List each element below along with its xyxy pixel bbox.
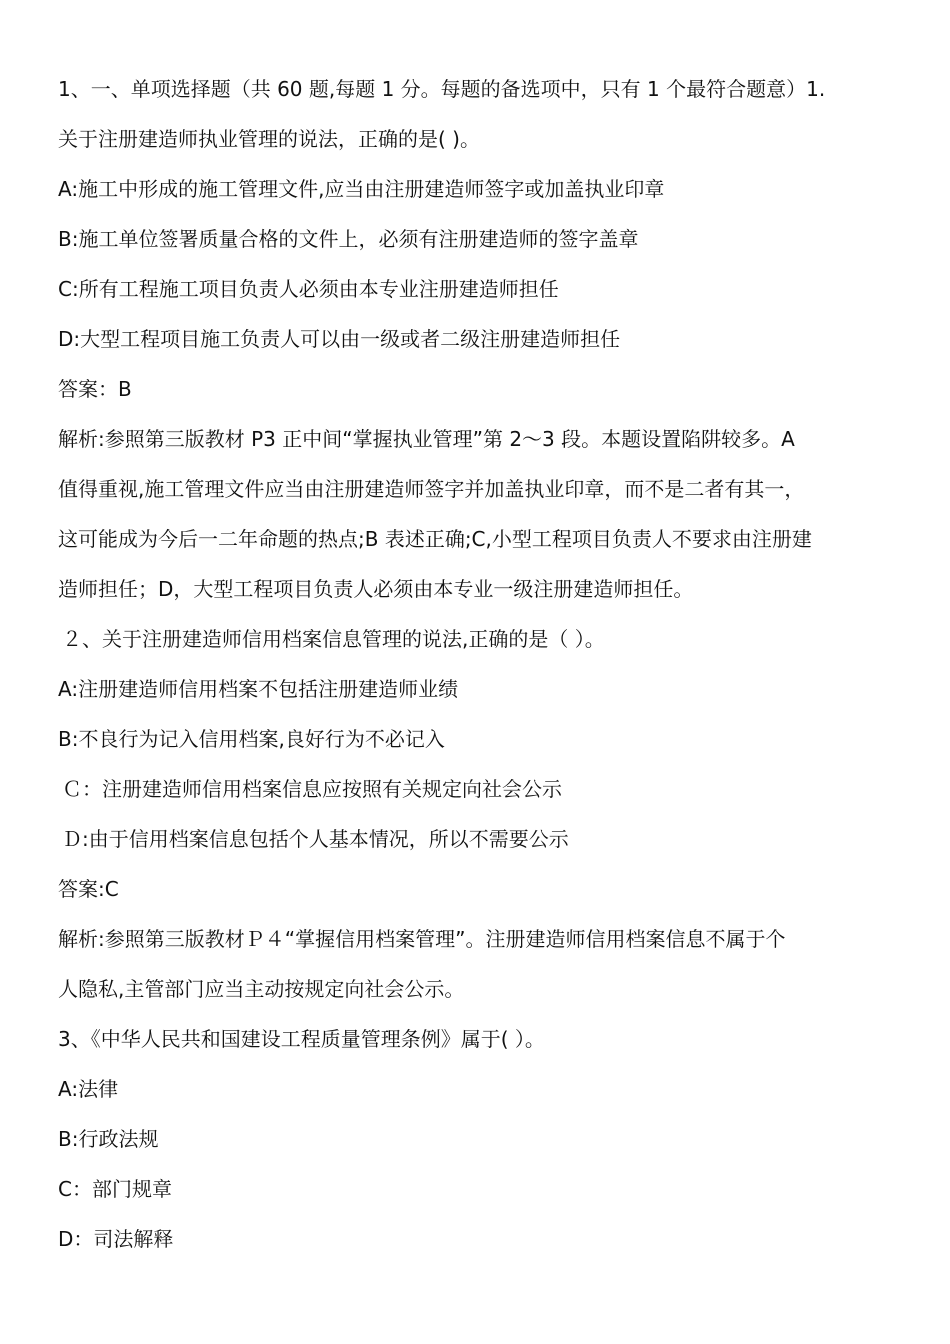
answer: 答案：B bbox=[58, 377, 132, 401]
option-d: Ｄ:由于信用档案信息包括个人基本情况，所以不需要公示 bbox=[62, 827, 569, 851]
analysis: 解析:参照第三版教材Ｐ４“掌握信用档案管理”。注册建造师信用档案信息不属于个 bbox=[58, 927, 786, 951]
analysis: 人隐私,主管部门应当主动按规定向社会公示。 bbox=[58, 977, 465, 1001]
analysis: 造师担任；D，大型工程项目负责人必须由本专业一级注册建造师担任。 bbox=[58, 577, 694, 601]
option-b: B:施工单位签署质量合格的文件上，必须有注册建造师的签字盖章 bbox=[58, 227, 639, 251]
option-a: A:注册建造师信用档案不包括注册建造师业绩 bbox=[58, 677, 459, 701]
question-stem: ２、关于注册建造师信用档案信息管理的说法,正确的是（ ）。 bbox=[62, 627, 605, 651]
option-a: A:施工中形成的施工管理文件,应当由注册建造师签字或加盖执业印章 bbox=[58, 177, 665, 201]
analysis: 解析:参照第三版教材 P3 正中间“掌握执业管理”第 2～3 段。本题设置陷阱较多。A bbox=[58, 427, 795, 451]
option-b: B:行政法规 bbox=[58, 1127, 159, 1151]
analysis: 这可能成为今后一二年命题的热点;B 表述正确;C,小型工程项目负责人不要求由注册建 bbox=[58, 527, 812, 551]
question-1 bbox=[58, 64, 898, 614]
question-stem: 3、《中华人民共和国建设工程质量管理条例》属于( ）。 bbox=[58, 1027, 545, 1051]
question-stem: 关于注册建造师执业管理的说法，正确的是( )。 bbox=[58, 127, 480, 151]
option-d: D:大型工程项目施工负责人可以由一级或者二级注册建造师担任 bbox=[58, 327, 621, 351]
question-2 bbox=[58, 614, 898, 1014]
option-b: B:不良行为记入信用档案,良好行为不必记入 bbox=[58, 727, 445, 751]
answer: 答案:C bbox=[58, 877, 119, 901]
option-a: A:法律 bbox=[58, 1077, 119, 1101]
document-page bbox=[58, 64, 898, 1264]
option-d: D：司法解释 bbox=[58, 1227, 174, 1251]
question-stem: 1、一、单项选择题（共 60 题,每题 1 分。每题的备选项中，只有 1 个最符合题意）1. bbox=[58, 77, 826, 101]
option-c: Ｃ：注册建造师信用档案信息应按照有关规定向社会公示 bbox=[62, 777, 562, 801]
option-c: C:所有工程施工项目负责人必须由本专业注册建造师担任 bbox=[58, 277, 559, 301]
option-c: C：部门规章 bbox=[58, 1177, 172, 1201]
analysis: 值得重视,施工管理文件应当由注册建造师签字并加盖执业印章，而不是二者有其一， bbox=[58, 477, 805, 501]
question-3 bbox=[58, 1014, 898, 1264]
